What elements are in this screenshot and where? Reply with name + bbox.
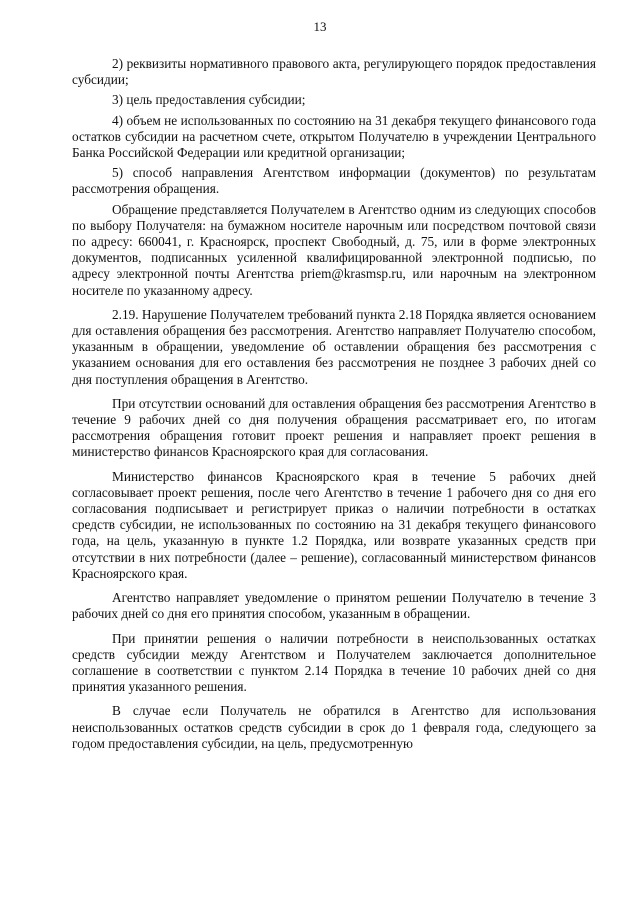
paragraph-no-application: В случае если Получатель не обратился в Агентство для использования неиспользованных остатков средств субсидии в срок до 1 февраля года, следующего за годом предоставления субсидии, на цель, предусмотренную	[72, 703, 596, 751]
paragraph-item-5-method: 5) способ направления Агентством информации (документов) по результатам рассмотрения обращения.	[72, 165, 596, 197]
paragraph-additional-agreement: При принятии решения о наличии потребности в неиспользованных остатках средств субсидии между Агентством и Получателем заключается дополнительное соглашение в соответствии с пунктом 2.14 Порядка в течение 10 рабочих дней со дня принятия указанного решения.	[72, 630, 596, 695]
paragraph-item-4-volume: 4) объем не использованных по состоянию на 31 декабря текущего финансового года остатков субсидии на расчетном счете, открытом Получателю в учреждении Центрального Банка Российской Федерации или кредитной организации;	[72, 112, 596, 161]
paragraph-submission-methods: Обращение представляется Получателем в Агентство одним из следующих способов по выбору Получателя: на бумажном носителе нарочным или посредством почтовой связи по адресу: 660041, г. Красноярск, проспект Свободный, д. 75, или в форме электронных документов, подписанных усиленной квалифицированной электронной подписью, по адресу электронной почты Агентства priem@krasmsp.ru, или нарочным на электронном носителе по указанному адресу.	[72, 201, 596, 298]
page-number: 13	[313, 19, 327, 34]
paragraph-notification: Агентство направляет уведомление о принятом решении Получателю в течение 3 рабочих дней со дня его принятия способом, указанным в обращении.	[72, 590, 596, 622]
paragraph-item-2-requisites: 2) реквизиты нормативного правового акта, регулирующего порядок предоставления субсидии;	[72, 56, 596, 88]
paragraph-no-grounds: При отсутствии оснований для оставления обращения без рассмотрения Агентство в течение 9 рабочих дней со дня получения обращения рассматривает его, по итогам рассмотрения обращения готовит проект решения и направляет проект решения в министерство финансов Красноярского края для согласования.	[72, 395, 596, 460]
document-body	[72, 56, 596, 752]
paragraph-item-3-purpose: 3) цель предоставления субсидии;	[112, 92, 306, 108]
paragraph-ministry-approval: Министерство финансов Красноярского края в течение 5 рабочих дней согласовывает проект решения, после чего Агентство в течение 1 рабочего дня со дня его согласования подписывает и регистрирует приказ о наличии потребности в остатках средств субсидии, не использованных по состоянию на 31 декабря текущего финансового года, на цель, указанную в пункте 1.2 Порядка, или возврате указанных средств при отсутствии в них потребности (далее – решение), согласованный министерством финансов Красноярского края.	[72, 468, 596, 581]
paragraph-section-2-19: 2.19. Нарушение Получателем требований пункта 2.18 Порядка является основанием для оставления обращения без рассмотрения. Агентство направляет Получателю способом, указанным в обращении, уведомление об оставлении обращения без рассмотрения с указанием основания для его оставления без рассмотрения не позднее 3 рабочих дней со дня поступления обращения в Агентство.	[72, 306, 596, 387]
